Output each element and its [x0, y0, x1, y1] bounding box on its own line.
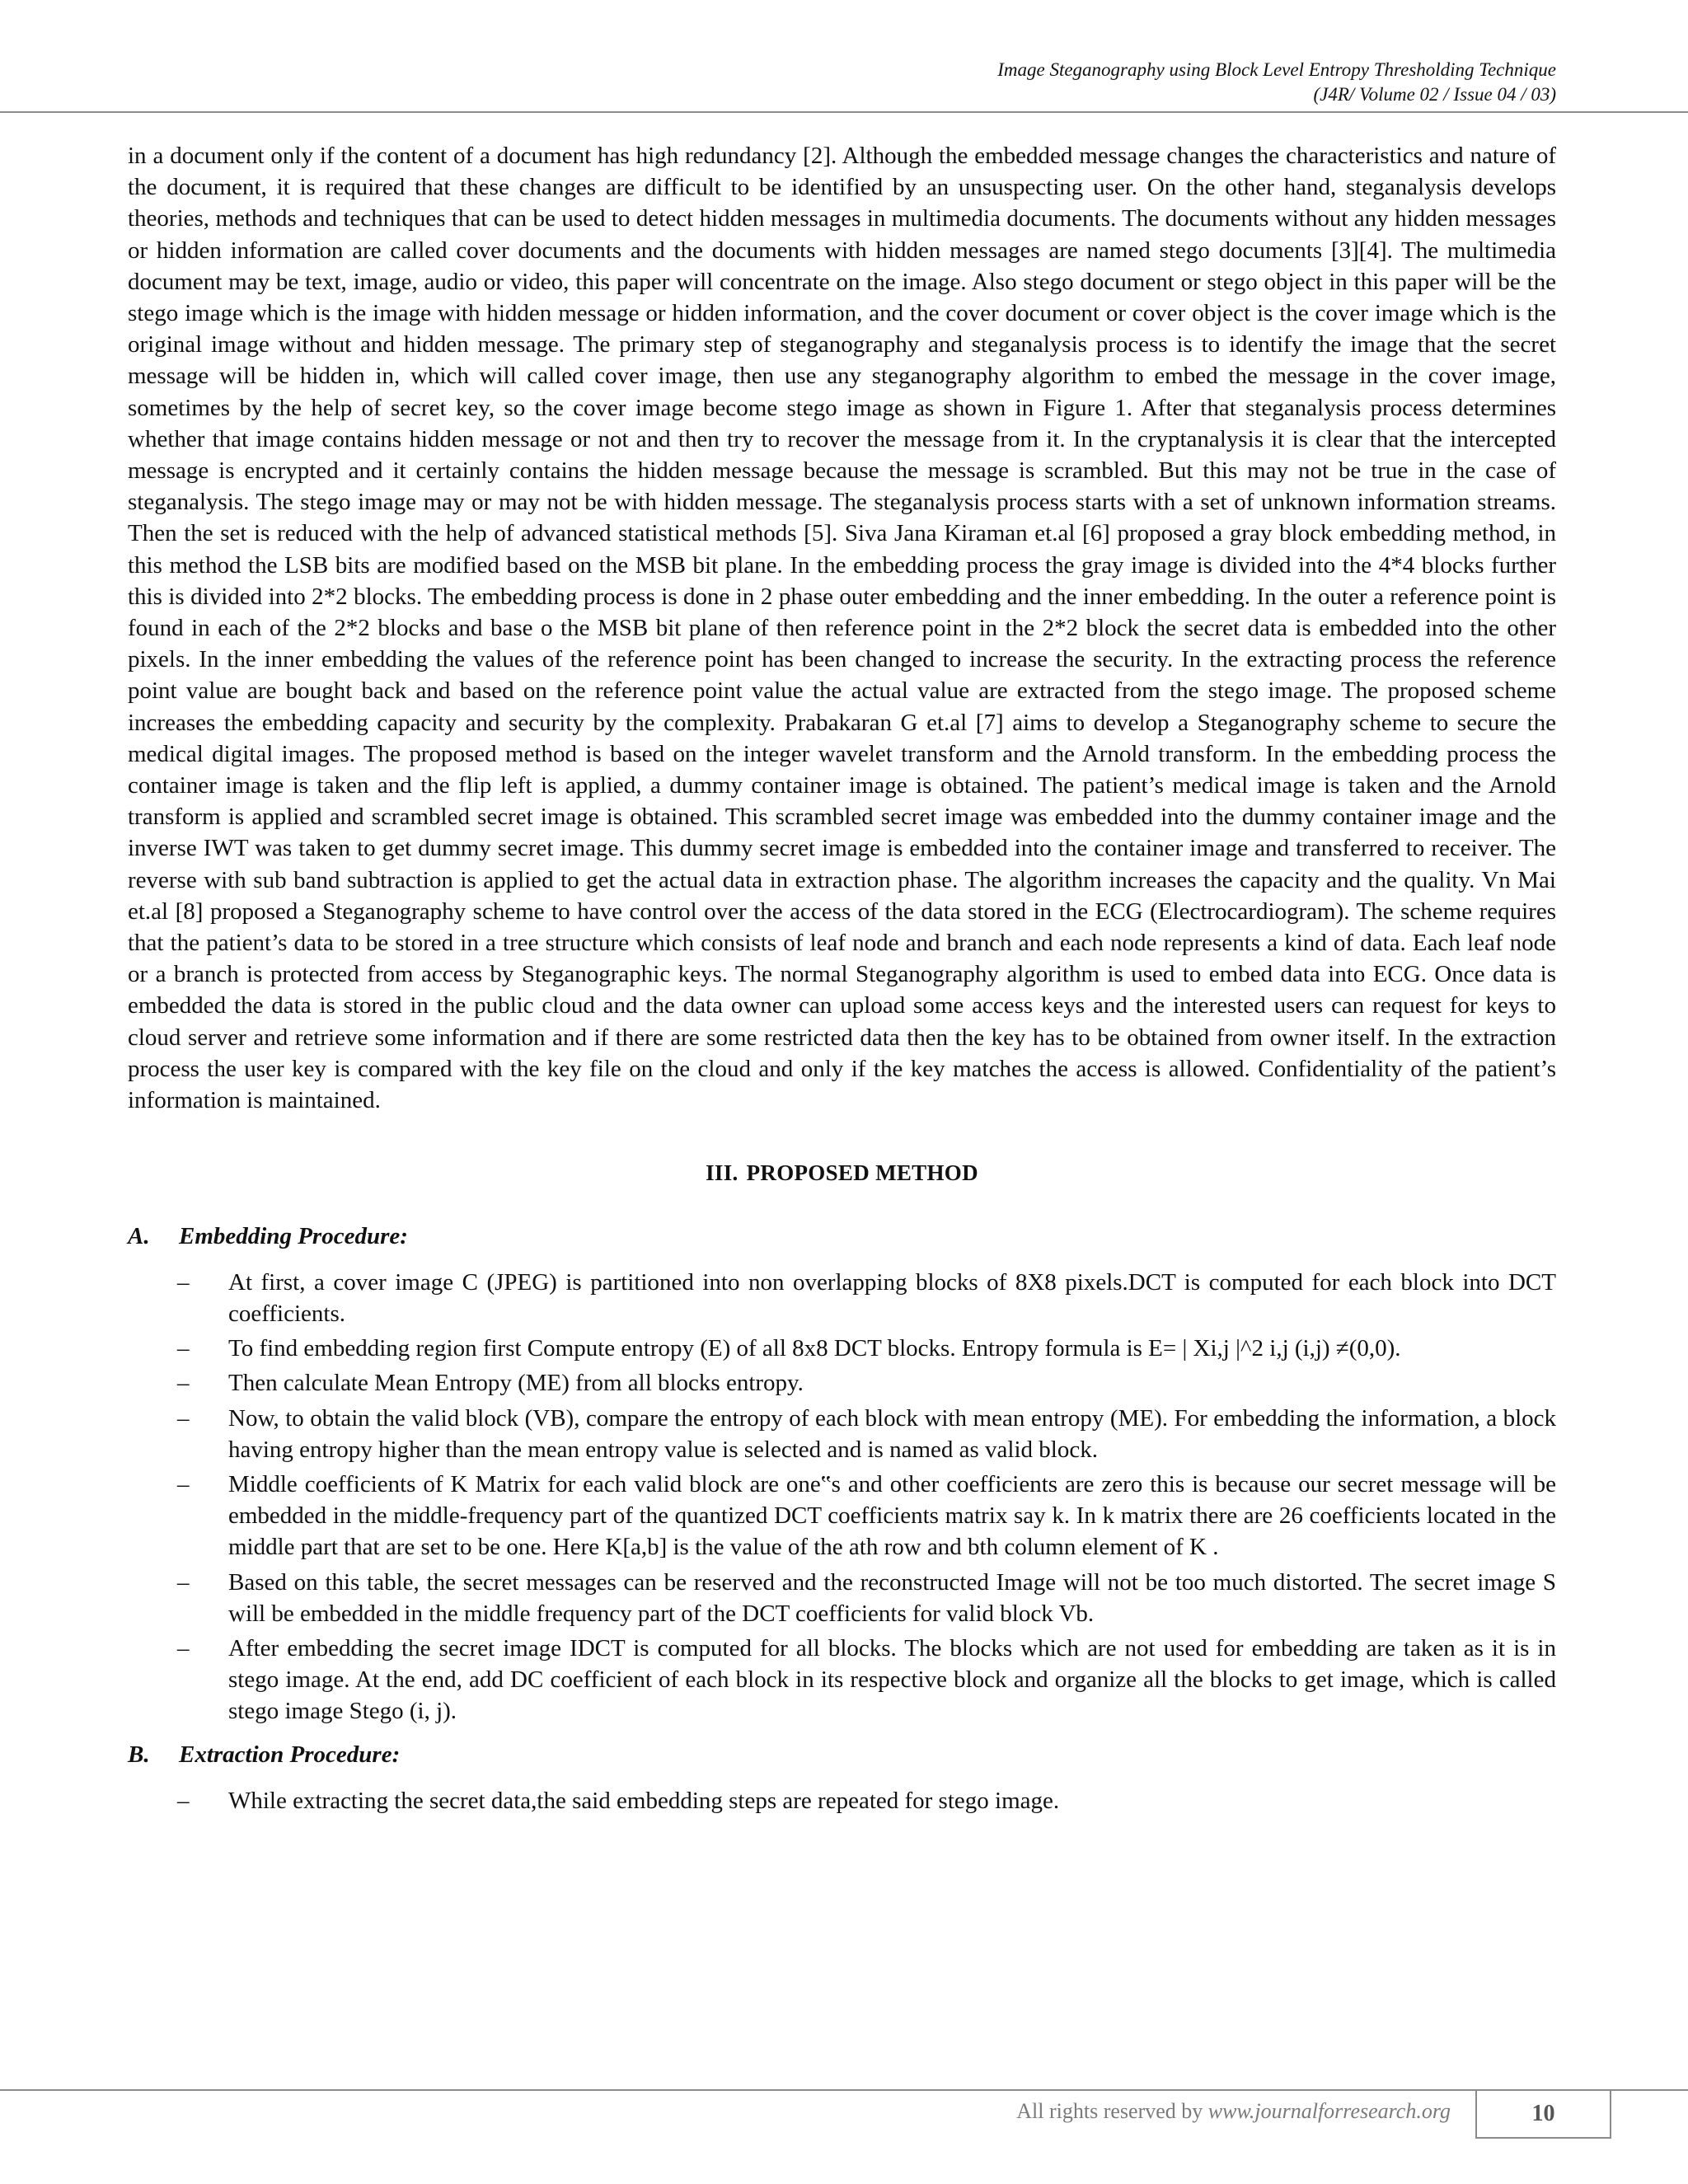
list-item-text: Then calculate Mean Entropy (ME) from all blocks entropy.: [228, 1370, 804, 1397]
list-item: [128, 1785, 1556, 1816]
list-item: [128, 1333, 1556, 1364]
dash-bullet: –: [177, 1335, 190, 1362]
section-title: PROPOSED METHOD: [746, 1160, 978, 1186]
list-item: [128, 1367, 1556, 1399]
page-content: [128, 140, 1556, 1828]
embedding-heading: [128, 1221, 1556, 1252]
page-number: 10: [1475, 2089, 1611, 2139]
header-divider: [0, 111, 1688, 113]
dash-bullet: –: [177, 1268, 190, 1296]
list-item-text: Middle coefficients of K Matrix for each valid block are one‟s and other coefficients are zero this is because our secret message will be embedded in the middle-frequency part of the quantized DCT coefficients matrix say k. In k matrix there are 26 coefficients located in the middle part that are set to be one. Here K[a,b] is the value of the ath row and bth column element of K .: [228, 1470, 1556, 1561]
list-item: [128, 1633, 1556, 1727]
dash-bullet: –: [177, 1787, 190, 1814]
list-item-text: To find embedding region first Compute entropy (E) of all 8x8 DCT blocks. Entropy formula is E= | Xi,j |^2 i,j (i,j) ≠(0,0).: [228, 1335, 1401, 1362]
list-item-text: While extracting the secret data,the said embedding steps are repeated for stego image.: [228, 1787, 1060, 1814]
list-item: [128, 1567, 1556, 1629]
dash-bullet: –: [177, 1634, 190, 1661]
footer-divider-right: [1611, 2089, 1688, 2091]
dash-bullet: –: [177, 1470, 190, 1497]
dash-bullet: –: [177, 1404, 190, 1432]
list-item: [128, 1403, 1556, 1465]
list-item-text: Now, to obtain the valid block (VB), compare the entropy of each block with mean entropy (ME). For embedding the information, a block having entropy higher than the mean entropy value is selected and is named as valid block.: [228, 1404, 1556, 1463]
section-heading: [128, 1157, 1556, 1188]
footer-site-link[interactable]: www.journalforresearch.org: [1207, 2099, 1451, 2123]
footer-rights-text: All rights reserved by: [1016, 2099, 1203, 2123]
extraction-heading: [128, 1739, 1556, 1770]
embedding-title: Embedding Procedure:: [179, 1222, 408, 1249]
list-item-text: Based on this table, the secret messages can be reserved and the reconstructed Image will not be too much distorted. The secret image S will be embedded in the middle frequency part of the DCT coefficients for valid block Vb.: [228, 1568, 1556, 1627]
list-item-text: At first, a cover image C (JPEG) is partitioned into non overlapping blocks of 8X8 pixels.DCT is computed for each block into DCT coefficients.: [228, 1268, 1556, 1327]
body-paragraph: in a document only if the content of a document has high redundancy [2]. Although the embedded message changes the characteristics and nature of the document, it is required that these changes are difficult to be identified by an unsuspecting user. On the other hand, steganalysis develops theories, methods and techniques that can be used to detect hidden messages in multimedia documents. The documents without any hidden messages or hidden information are called cover documents and the documents with hidden messages are named stego documents [3][4]. The multimedia document may be text, image, audio or video, this paper will concentrate on the image. Also stego document or stego object in this paper will be the stego image which is the image with hidden message or hidden information, and the cover document or cover object is the cover image which is the original image without and hidden message. The primary step of steganography and steganalysis process is to identify the image that the secret message will be hidden in, which will called cover image, then use any steganography algorithm to embed the message in the cover image, sometimes by the help of secret key, so the cover image become stego image as shown in Figure 1. After that steganalysis process determines whether that image contains hidden message or not and then try to recover the message from it. In the cryptanalysis it is clear that the intercepted message is encrypted and it certainly contains the hidden message because the message is scrambled. But this may not be true in the case of steganalysis. The stego image may or may not be with hidden message. The steganalysis process starts with a set of unknown information streams. Then the set is reduced with the help of advanced statistical methods [5]. Siva Jana Kiraman et.al [6] proposed a gray block embedding method, in this method the LSB bits are modified based on the MSB bit plane. In the embedding process the gray image is divided into the 4*4 blocks further this is divided into 2*2 blocks. The embedding process is done in 2 phase outer embedding and the inner embedding. In the outer a reference point is found in each of the 2*2 blocks and base o the MSB bit plane of then reference point in the 2*2 block the secret data is embedded into the other pixels. In the inner embedding the values of the reference point has been changed to increase the security. In the extracting process the reference point value are bought back and based on the reference point value the actual value are extracted from the stego image. The proposed scheme increases the embedding capacity and security by the complexity. Prabakaran G et.al [7] aims to develop a Steganography scheme to secure the medical digital images. The proposed method is based on the integer wavelet transform and the Arnold transform. In the embedding process the container image is taken and the flip left is applied, a dummy container image is obtained. The patient’s medical image is taken and the Arnold transform is applied and scrambled secret image is obtained. This scrambled secret image was embedded into the dummy container image and the inverse IWT was taken to get dummy secret image. This dummy secret image is embedded into the container image and transferred to receiver. The reverse with sub band subtraction is applied to get the actual data in extraction phase. The algorithm increases the capacity and the quality. Vn Mai et.al [8] proposed a Steganography scheme to have control over the access of the data stored in the ECG (Electrocardiogram). The scheme requires that the patient’s data to be stored in a tree structure which consists of leaf node and branch and each node represents a kind of data. Each leaf node or a branch is protected from access by Steganographic keys. The normal Steganography algorithm is used to embed data into ECG. Once data is embedded the data is stored in the public cloud and the data owner can upload some access keys and the interested users can request for keys to cloud server and retrieve some information and if there are some restricted data then the key has to be obtained from owner itself. In the extraction process the user key is compared with the key file on the cloud and only if the key matches the access is allowed. Confidentiality of the patient’s information is maintained.: [128, 143, 1556, 1114]
list-item: [128, 1267, 1556, 1329]
running-header: [128, 58, 1556, 107]
extraction-list: [128, 1785, 1556, 1816]
embedding-list: [128, 1267, 1556, 1727]
embedding-letter: A.: [128, 1222, 150, 1249]
extraction-letter: B.: [128, 1741, 150, 1768]
footer-rights: [907, 2091, 1451, 2132]
extraction-title: Extraction Procedure:: [179, 1741, 401, 1768]
list-item-text: After embedding the secret image IDCT is computed for all blocks. The blocks which are not used for embedding are taken as it is in stego image. At the end, add DC coefficient of each block in its respective block and organize all the blocks to get image, which is called stego image Stego (i, j).: [228, 1634, 1556, 1725]
list-item: [128, 1469, 1556, 1563]
dash-bullet: –: [177, 1568, 190, 1596]
header-title: Image Steganography using Block Level Entropy Thresholding Technique: [997, 59, 1556, 80]
section-number: III.: [706, 1160, 738, 1186]
dash-bullet: –: [177, 1370, 190, 1397]
header-volume: (J4R/ Volume 02 / Issue 04 / 03): [1313, 84, 1556, 105]
